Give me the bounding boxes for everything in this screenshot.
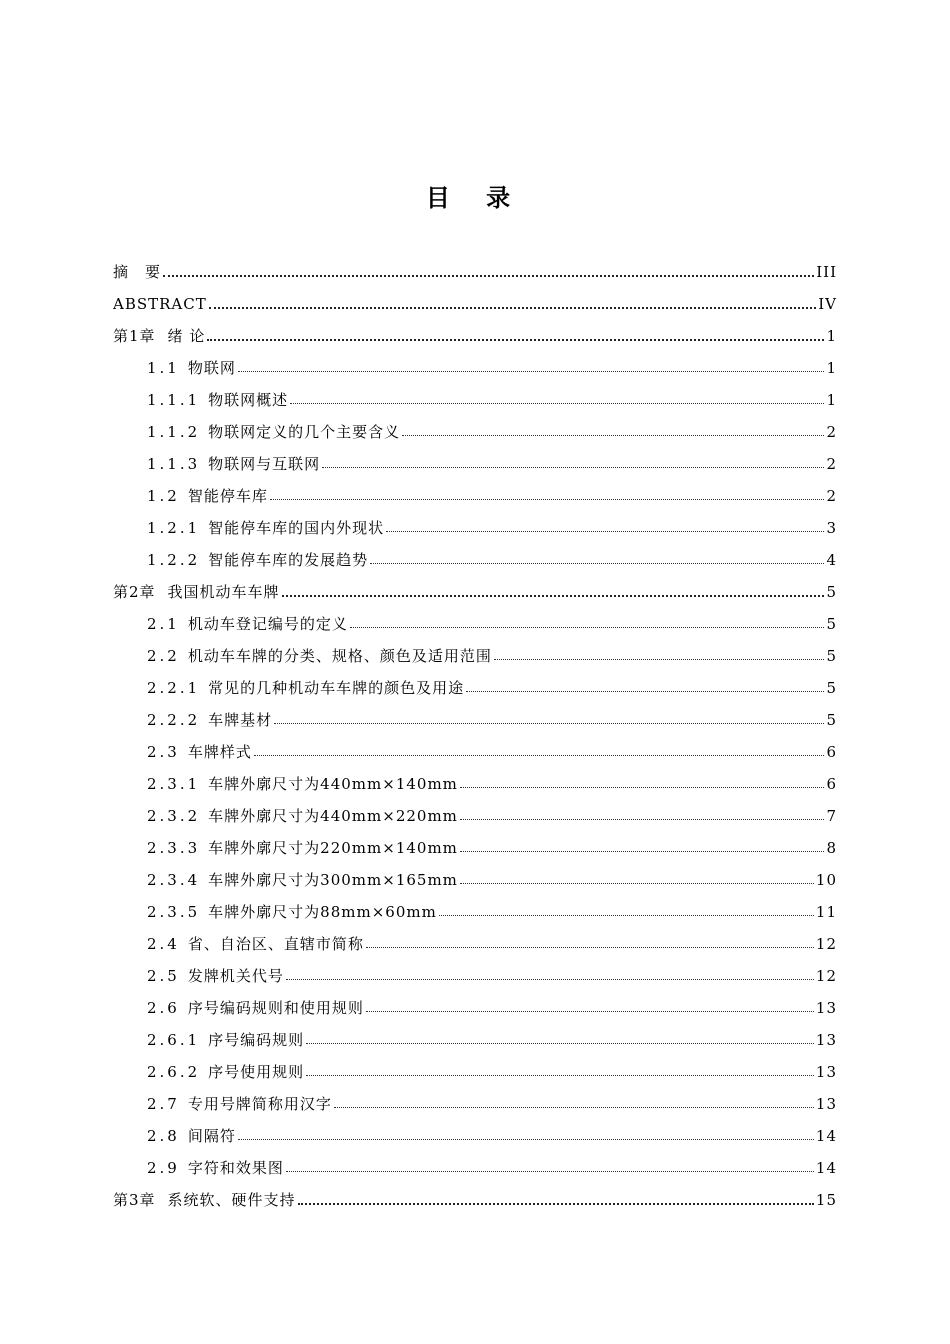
- toc-entry-number: 2.6: [147, 999, 180, 1017]
- toc-dot-leader: [494, 658, 825, 660]
- toc-entry-number: 2.2: [147, 647, 180, 665]
- toc-page-number: 13: [815, 1095, 837, 1113]
- toc-entry-label: 序号使用规则: [208, 1063, 305, 1081]
- toc-entry-label: 省、自治区、直辖市简称: [187, 935, 364, 953]
- toc-entry-title: [147, 518, 384, 538]
- toc-page-number: 2: [826, 487, 837, 505]
- toc-page-number: 2: [826, 423, 837, 441]
- toc-entry[interactable]: [113, 666, 837, 698]
- toc-page-number: 5: [826, 679, 837, 697]
- toc-entry-title: [147, 486, 268, 506]
- toc-entry-title: [147, 646, 492, 666]
- toc-page-number: 6: [826, 775, 837, 793]
- toc-page-number: 5: [826, 711, 837, 729]
- toc-page-number: 14: [815, 1127, 837, 1145]
- toc-page-number: 7: [826, 807, 837, 825]
- toc-entry[interactable]: [113, 442, 837, 474]
- toc-page-number: 5: [826, 615, 837, 633]
- toc-entry-label: 摘 要: [113, 263, 162, 281]
- toc-page-number: 10: [815, 871, 837, 889]
- toc-entry-title: [113, 294, 207, 314]
- toc-entry-label: 智能停车库的发展趋势: [208, 551, 369, 569]
- toc-entry-number: 1.1: [147, 359, 180, 377]
- toc-entry[interactable]: [113, 410, 837, 442]
- toc-dot-leader: [209, 305, 816, 309]
- toc-dot-leader: [286, 1170, 814, 1172]
- toc-entry-title: [147, 998, 364, 1018]
- toc-entry-title: [147, 710, 272, 730]
- toc-entry[interactable]: [113, 538, 837, 570]
- toc-entry-number: 2.6.1: [147, 1031, 201, 1049]
- toc-entry-label: 车牌外廓尺寸为300mm×165mm: [208, 871, 458, 889]
- toc-page-number: 13: [815, 1031, 837, 1049]
- toc-entry[interactable]: [113, 1178, 837, 1210]
- toc-page-number: 6: [826, 743, 837, 761]
- toc-entry-number: 1.1.3: [147, 455, 201, 473]
- toc-dot-leader: [366, 946, 814, 948]
- toc-dot-leader: [386, 530, 824, 532]
- toc-entry-label: 车牌外廓尺寸为440mm×220mm: [208, 807, 458, 825]
- toc-entry-label: 发牌机关代号: [187, 967, 284, 985]
- toc-entry-number: 2.2.1: [147, 679, 201, 697]
- toc-dot-leader: [460, 882, 814, 884]
- toc-entry-title: [113, 1190, 296, 1210]
- toc-dot-leader: [270, 498, 825, 500]
- toc-entry[interactable]: [113, 1146, 837, 1178]
- toc-dot-leader: [460, 850, 825, 852]
- toc-entry[interactable]: [113, 858, 837, 890]
- toc-entry[interactable]: [113, 506, 837, 538]
- toc-entry-label: 常见的几种机动车车牌的颜色及用途: [208, 679, 465, 697]
- toc-entry-title: [147, 614, 348, 634]
- toc-entry-label: 机动车车牌的分类、规格、颜色及适用范围: [187, 647, 492, 665]
- toc-page-number: 5: [826, 647, 837, 665]
- toc-dot-leader: [207, 337, 824, 341]
- toc-entry[interactable]: [113, 1114, 837, 1146]
- toc-entry-label: 我国机动车车牌: [167, 583, 280, 601]
- toc-page-number: 12: [815, 967, 837, 985]
- toc-dot-leader: [282, 593, 825, 597]
- toc-entry-number: 1.1.2: [147, 423, 201, 441]
- toc-entry-title: [113, 262, 161, 282]
- toc-entry-label: 专用号牌简称用汉字: [187, 1095, 332, 1113]
- table-of-contents: [113, 250, 837, 1210]
- toc-entry-title: [147, 678, 464, 698]
- toc-entry-title: [147, 550, 368, 570]
- toc-entry-number: 1.1.1: [147, 391, 201, 409]
- toc-page-number: 14: [815, 1159, 837, 1177]
- toc-entry[interactable]: [113, 1082, 837, 1114]
- toc-entry-number: 第1章: [113, 327, 156, 345]
- toc-entry-number: 第3章: [113, 1191, 156, 1209]
- toc-entry-label: 系统软、硬件支持: [167, 1191, 296, 1209]
- toc-entry-label: 车牌外廓尺寸为440mm×140mm: [208, 775, 458, 793]
- toc-entry[interactable]: [113, 954, 837, 986]
- toc-entry-label: 字符和效果图: [187, 1159, 284, 1177]
- toc-entry-title: [147, 358, 236, 378]
- toc-dot-leader: [334, 1106, 814, 1108]
- toc-page-number: 1: [826, 359, 837, 377]
- toc-entry-number: 1.2.1: [147, 519, 201, 537]
- toc-dot-leader: [466, 690, 824, 692]
- toc-entry-label: 车牌外廓尺寸为220mm×140mm: [208, 839, 458, 857]
- toc-entry-title: [147, 838, 458, 858]
- toc-entry[interactable]: [113, 922, 837, 954]
- toc-entry-number: 2.8: [147, 1127, 180, 1145]
- toc-dot-leader: [238, 1138, 814, 1140]
- toc-entry[interactable]: [113, 1050, 837, 1082]
- toc-entry-number: 2.5: [147, 967, 180, 985]
- toc-dot-leader: [306, 1074, 814, 1076]
- toc-entry[interactable]: [113, 890, 837, 922]
- toc-dot-leader: [306, 1042, 814, 1044]
- toc-entry[interactable]: [113, 698, 837, 730]
- toc-dot-leader: [254, 754, 825, 756]
- toc-entry-title: [147, 1062, 304, 1082]
- toc-entry-label: 物联网与互联网: [208, 455, 321, 473]
- toc-page-number: 1: [826, 391, 837, 409]
- toc-entry-number: 2.3.3: [147, 839, 201, 857]
- toc-entry-label: 智能停车库的国内外现状: [208, 519, 385, 537]
- toc-entry-label: ABSTRACT: [113, 295, 207, 313]
- toc-dot-leader: [290, 402, 824, 404]
- toc-dot-leader: [350, 626, 825, 628]
- toc-page-number: 3: [826, 519, 837, 537]
- toc-entry-title: [147, 1158, 284, 1178]
- toc-entry-label: 间隔符: [187, 1127, 236, 1145]
- toc-entry-number: 2.3.4: [147, 871, 201, 889]
- toc-entry[interactable]: [113, 986, 837, 1018]
- toc-entry-label: 物联网定义的几个主要含义: [208, 423, 401, 441]
- toc-entry[interactable]: [113, 1018, 837, 1050]
- toc-entry-number: 第2章: [113, 583, 156, 601]
- toc-page-number: 1: [826, 327, 837, 345]
- toc-dot-leader: [238, 370, 825, 372]
- toc-entry[interactable]: [113, 314, 837, 346]
- toc-dot-leader: [163, 273, 814, 277]
- toc-dot-leader: [298, 1201, 814, 1205]
- toc-page-number: III: [816, 263, 837, 281]
- toc-dot-leader: [322, 466, 824, 468]
- toc-dot-leader: [460, 786, 825, 788]
- toc-entry-number: 1.2.2: [147, 551, 201, 569]
- toc-entry-label: 智能停车库: [187, 487, 268, 505]
- toc-page-number: IV: [818, 295, 837, 313]
- toc-entry[interactable]: [113, 474, 837, 506]
- toc-entry[interactable]: [113, 794, 837, 826]
- toc-entry-number: 2.4: [147, 935, 180, 953]
- toc-entry-label: 物联网: [187, 359, 236, 377]
- toc-entry-number: 2.2.2: [147, 711, 201, 729]
- toc-entry-label: 车牌基材: [208, 711, 273, 729]
- toc-entry[interactable]: [113, 346, 837, 378]
- toc-entry-title: [113, 582, 280, 602]
- toc-entry-label: 物联网概述: [208, 391, 289, 409]
- toc-entry-title: [147, 1030, 304, 1050]
- toc-entry-title: [147, 742, 252, 762]
- toc-entry-label: 序号编码规则: [208, 1031, 305, 1049]
- toc-entry-number: 1.2: [147, 487, 180, 505]
- toc-entry[interactable]: [113, 730, 837, 762]
- toc-page-number: 11: [815, 903, 837, 921]
- toc-dot-leader: [402, 434, 824, 436]
- toc-entry[interactable]: [113, 826, 837, 858]
- toc-entry-title: [113, 326, 205, 346]
- toc-page-number: 13: [815, 999, 837, 1017]
- toc-entry[interactable]: [113, 634, 837, 666]
- toc-dot-leader: [286, 978, 814, 980]
- toc-entry-title: [147, 774, 458, 794]
- toc-dot-leader: [460, 818, 825, 820]
- toc-page-number: 13: [815, 1063, 837, 1081]
- toc-entry[interactable]: [113, 250, 837, 282]
- toc-entry-label: 绪 论: [167, 327, 206, 345]
- toc-entry-title: [147, 806, 458, 826]
- toc-entry[interactable]: [113, 570, 837, 602]
- toc-entry-number: 2.3: [147, 743, 180, 761]
- toc-entry-number: 2.9: [147, 1159, 180, 1177]
- toc-entry-number: 2.3.1: [147, 775, 201, 793]
- toc-page-number: 5: [826, 583, 837, 601]
- toc-entry-label: 机动车登记编号的定义: [187, 615, 348, 633]
- toc-page-number: 12: [815, 935, 837, 953]
- toc-entry-title: [147, 1126, 236, 1146]
- toc-entry-title: [147, 1094, 332, 1114]
- toc-entry-title: [147, 966, 284, 986]
- toc-entry-title: [147, 422, 400, 442]
- toc-page-number: 15: [815, 1191, 837, 1209]
- toc-entry[interactable]: [113, 282, 837, 314]
- toc-entry-number: 2.1: [147, 615, 180, 633]
- toc-dot-leader: [439, 914, 814, 916]
- toc-entry-label: 序号编码规则和使用规则: [187, 999, 364, 1017]
- toc-entry[interactable]: [113, 762, 837, 794]
- toc-entry-number: 2.7: [147, 1095, 180, 1113]
- toc-dot-leader: [366, 1010, 814, 1012]
- toc-page-number: 2: [826, 455, 837, 473]
- toc-entry-label: 车牌外廓尺寸为88mm×60mm: [208, 903, 437, 921]
- toc-entry-number: 2.3.2: [147, 807, 201, 825]
- toc-dot-leader: [274, 722, 824, 724]
- toc-dot-leader: [370, 562, 824, 564]
- toc-entry-number: 2.3.5: [147, 903, 201, 921]
- toc-entry-title: [147, 454, 320, 474]
- toc-entry-number: 2.6.2: [147, 1063, 201, 1081]
- toc-entry-title: [147, 934, 364, 954]
- toc-entry-title: [147, 902, 437, 922]
- toc-entry[interactable]: [113, 602, 837, 634]
- toc-page-number: 4: [826, 551, 837, 569]
- toc-entry-title: [147, 390, 288, 410]
- toc-entry[interactable]: [113, 378, 837, 410]
- toc-entry-title: [147, 870, 458, 890]
- toc-entry-label: 车牌样式: [187, 743, 252, 761]
- page-title: 目 录: [425, 184, 525, 212]
- toc-page-number: 8: [826, 839, 837, 857]
